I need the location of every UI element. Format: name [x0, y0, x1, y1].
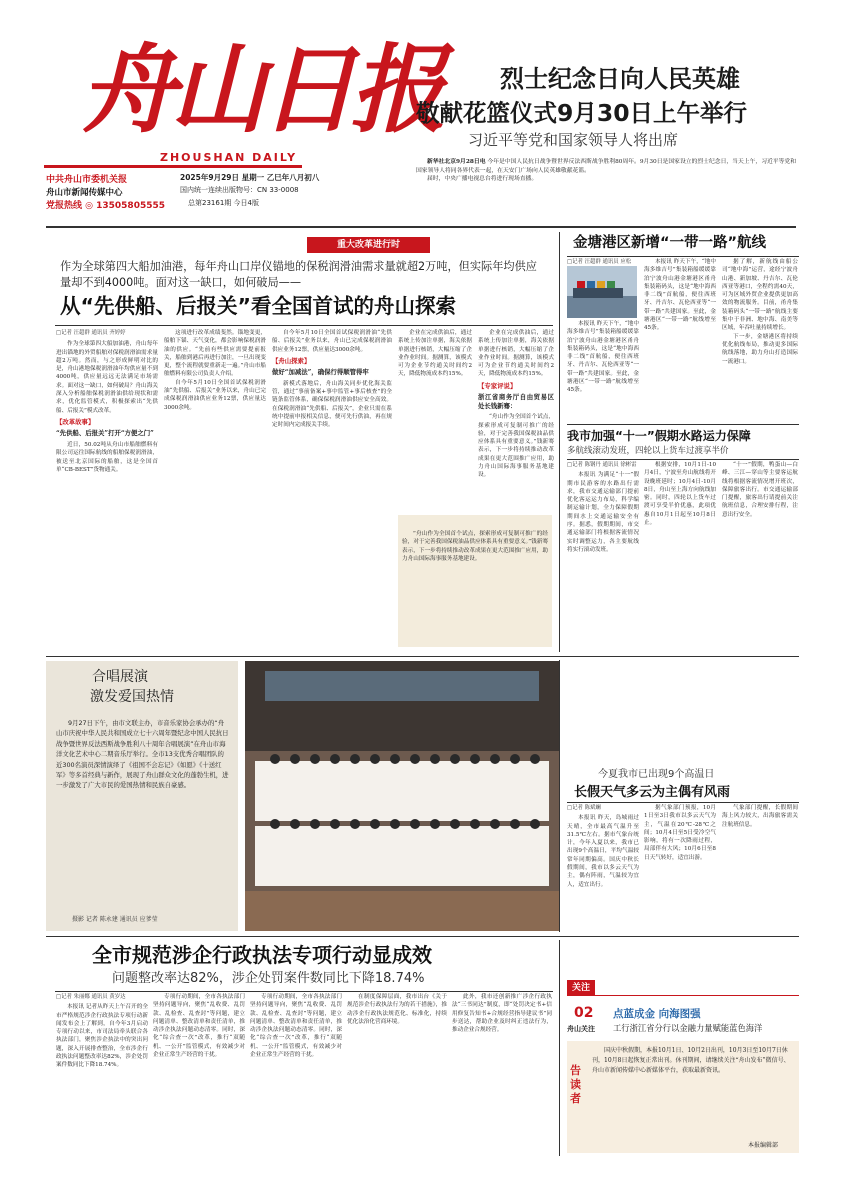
port-byline: □记者 汪超群 通讯员 应松	[567, 259, 632, 265]
masthead-logo-en: ZHOUSHAN DAILY	[160, 151, 298, 164]
reform-label: 重大改革进行时	[307, 237, 430, 253]
masthead-logo: 舟山日报	[80, 33, 440, 146]
hotline: 党报热线 ◎ 13505805555	[46, 201, 166, 211]
governance-col-2: 专项行动期间，全市各执法部门坚持问题导向，聚焦“乱收费、乱罚款、乱检查、乱查封”等问题，建立问题清单、整改清单和责任清单，推动涉企执法问题动态清零。同时，深化“综合查一次”改革，推行“双随机、一公开”监管模式，有效减少对企业正常生产经营的干扰。	[153, 994, 245, 1059]
holiday-col-1: □记者 陈钢丹 通讯员 徐彬雷 本报讯 为满足“十一”假期市民游客的水路出行需求，我市交通运输部门提前优化客运运力布局，科学编制运输计划，全力保障假期期间水上交通运输安全有序。据悉，假期期间，市交通运输部门将根据客流情况实时调整运力，各主要航线将实行滚动发班。	[567, 462, 639, 553]
port-title: 金塘港区新增“一带一路”航线	[573, 235, 767, 251]
lead-title-2: 敬献花篮仪式9月30日上午举行	[416, 99, 748, 127]
port-col-1b: 本报讯 昨天下午，“地中海多维吉号”集装箱船缓缓靠泊宁波舟山港金塘港区甬舟集装箱码头，这是“地中海西非二线”首航船，便往西班牙、丹吉尔、瓦伦西亚等“一带一路”共建国家。至此，金塘港区“一带一路”航线增至45条。	[567, 321, 639, 394]
publisher-center: 舟山市新闻传媒中心	[46, 188, 123, 198]
reform-col-5: 企业在完成供油后，通过系统上传加注单据，海关依据单据进行核销，大幅压缩了企业作业时间。据测算，该模式可为企业节约通关时间约2天，降低物流成本约15%。 【专家评说】 浙江省商务厅自由贸易区处长钱新骞： “舟山作为全国首个试点，探索形成可复制可推广的经验，对于完善我国保税油品供应体系具有重要意义。”钱新骞表示，下一步将持续推动改革成果在更大范围推广应用，助力舟山国际海事服务基地建设。	[478, 330, 554, 479]
masthead	[0, 0, 842, 232]
index-headline-1: 点蓝成金 向海图强	[613, 1008, 701, 1020]
lead-subtitle: 习近平等党和国家领导人将出席	[468, 131, 679, 149]
photo-story-credit: 摄影 记者 陈永建 通讯员 应爹莹	[72, 916, 158, 923]
heat-col-2: 据气象部门预报，10月1日至3日我市以多云天气为主，气温在20℃-28℃之间；10月4日至5日受冷空气影响，将有一次降雨过程，局部伴有大风；10月6日至8日天气转好，适宜出游。	[644, 805, 716, 861]
holiday-subtitle: 多航线滚动发班，四轮以上货车过渡享半价	[567, 446, 729, 456]
reform-section-3: 【专家评说】	[478, 381, 517, 390]
index-headline-2: 工行浙江省分行以金融力量赋能蓝色海洋	[613, 1023, 763, 1033]
issue-date: 2025年9月29日 星期一 乙巳年八月初八	[180, 173, 320, 182]
publisher-party: 中共舟山市委机关报	[46, 175, 128, 185]
reform-section-2: 【舟山探索】	[272, 356, 311, 365]
notice-label: 告读者	[570, 1064, 581, 1105]
cn-number: 国内统一连续出版物号：CN 33-0008	[180, 186, 299, 194]
reform-section-1-title: “先供船、后报关”打开“方便之门”	[56, 429, 154, 438]
reform-section-2-title: 做好“加减法”，确保行得顺管得牢	[272, 368, 369, 377]
port-photo	[567, 266, 637, 318]
reform-col-3: 自今年5月10日全国首试保税润滑油“先供船、后报关”业务以来，舟山已完成保税润滑油供应业务12票，供应量达3000余吨。 【舟山探索】 做好“加减法”，确保行得顺管得牢 新模式落地后，舟山海关同步优化海关监管，通过“事前备案+事中监管+事后核查”的全链条监管体系，确保保税润滑油供应安全高效。在保税润滑油“先供船、后报关”，企业只需在系统中提前申报相关信息，便可先行供油，再在规定时间内完成报关手续。	[272, 330, 392, 429]
index-page-name: 舟山关注	[567, 1025, 595, 1033]
governance-col-1: □记者 朱丽娜 通讯员 黄岁达 本报讯 记者从昨天上午召开的全市严格规范涉企行政执法专项行动新闻发布会上了解到，自今年3月启动专项行动以来，市司法局牵头联合各执法部门，聚焦涉企执法中的突出问题，深入开展排查整治，全市涉企行政执法问题整改率达82%，涉企处罚案件数同比下降18.74%。	[56, 994, 148, 1069]
reform-byline: □记者 汪超群 通讯员 齐婷婷	[56, 330, 126, 336]
photo-story-title-2: 激发爱国热情	[90, 689, 174, 705]
choir-photo	[245, 661, 559, 931]
holiday-byline: □记者 陈钢丹 通讯员 徐彬雷	[567, 462, 637, 468]
port-col-2: 本报讯 昨天下午，“地中海多维吉号”集装箱船缓缓靠泊宁波舟山港金塘港区甬舟集装箱码头，这是“地中海西非二线”首航船，便往西班牙、丹吉尔、瓦伦西亚等“一带一路”共建国家。至此，金塘港区“一带一路”航线增至45条。	[644, 259, 716, 332]
heat-byline: □记者 陈斌斓	[567, 805, 601, 811]
issue-number: 总第23161期 今日4版	[188, 199, 259, 207]
reform-expert-quote: “舟山作为全国首个试点，探索形成可复制可推广的经验，对于完善我国保税油品供应体系具有重要意义。”钱新骞表示，下一步将持续推动改革成果在更大范围推广应用，助力舟山国际海事服务基地建设。	[402, 531, 548, 562]
holiday-title: 我市加强“十一”假期水路运力保障	[567, 429, 751, 443]
photo-story-title-1: 合唱展演	[92, 669, 148, 685]
holiday-col-2: 根据安排，10月1日-10月4日，宁波至舟山航线将开设晚班延时；10月4日-10月8日，舟山至上海方向航线加密。同时，四轮以上货车过渡可享受半价优惠，此项优惠自10月1日起至10月8日止。	[644, 462, 716, 527]
reform-section-1: 【改革故事】	[56, 417, 95, 426]
heat-col-1: □记者 陈斌斓 本报讯 昨天，岛城雨过天晴，全市最高气温升至31.5℃左右。据市气象台统计，今年入夏以来，我市已出现9个高温日，平均气温较常年同期偏高。国庆中秋长假期间，我市以多云天气为主，偶有阵雨，气温较为宜人，适宜出行。	[567, 805, 639, 888]
photo-story-body: 9月27日下午，由市文联主办，市音乐家协会承办的“舟山市庆祝中华人民共和国成立七十六周年暨纪念中国人民抗日战争暨世界反法西斯战争胜利八十周年合唱展演”在舟山市海洋文化艺术中心二期音乐厅举行。全市13支优秀合唱团队的近300名演员深情演绎了《祖国不会忘记》《如愿》《十送红军》等多首经典与新作，展现了舟山群众文化的蓬勃生机，进一步激发了广大市民的爱国热情和民族自豪感。	[56, 719, 229, 790]
heat-pre-title: 今夏我市已出现9个高温日	[598, 769, 715, 780]
index-label: 关注	[567, 980, 595, 996]
reform-col-4: 企业在完成供油后，通过系统上传加注单据，海关依据单据进行核销，大幅压缩了企业作业时间。据测算，该模式可为企业节约通关时间约2天，降低物流成本约15%。	[398, 330, 472, 378]
reform-col-2: 这项进行改革成绩斐然。锚地变更，船舶下锚、天气变化，都会影响保税润滑油的供应。“先前有些供应需要提前报关，船舶到港后再进行加注，一旦出现变更，整个流程就要重新走一遍。”舟山市船舶燃料有限公司负责人介绍。 自今年5月10日全国首试保税润滑油“先供船、后报关”业务以来，舟山已完成保税润滑油供应业务12票，供应量达3000余吨。	[164, 330, 266, 411]
reform-col-1: □记者 汪超群 通讯员 齐婷婷 作为全球第四大船加油港，舟山每年进出锚地的外贸船舶对保税润滑油需求量超2万吨。然而，与之形成鲜明对比的是，舟山港地保税润滑油年均供应量不到4000吨，供应量远远无法满足市场需求。面对这一缺口，如何破局？舟山海关深入分析船舶保税润滑油供给现状和需求，优化监管模式，积极探索出“先供船、后报关”模式改革。 【改革故事】 “先供船、后报关”打开“方便之门” 近日，50.02吨从舟山市船舶燃料有限公司运往国际航线的船舶保税润滑油，被送至北京国际的船舶，这是全国首单“CB-BEST”货物通关。	[56, 330, 158, 473]
holiday-col-3: “十一”假期，鸭蛋山—白峰、三江—穿山等主要客运航线将根据客流情况增开班次，保障旅客出行。市交通运输部门提醒，旅客出行请提前关注航班信息，合理安排行程，注意出行安全。	[722, 462, 798, 518]
notice-body: 国庆中秋假期，本报10月1日、10月2日出刊，10月3日至10月7日休刊，10月8日起恢复正常出刊。休刊期间，请继续关注“舟山发布”微信号、舟山市新闻传媒中心新媒体平台，获取最新资讯。	[592, 1047, 790, 1074]
index-page-number: 02	[574, 1005, 594, 1021]
governance-col-4: 在制度保障层面，我市出台《关于规范涉企行政执法行为的若干措施》，推动涉企行政执法规范化、标准化，持续优化法治化营商环境。	[347, 994, 447, 1025]
governance-col-3: 专项行动期间，全市各执法部门坚持问题导向，聚焦“乱收费、乱罚款、乱检查、乱查封”等问题，建立问题清单、整改清单和责任清单，推动涉企执法问题动态清零。同时，深化“综合查一次”改革，推行“双随机、一公开”监管模式，有效减少对企业正常生产经营的干扰。	[250, 994, 342, 1059]
lead-title-1: 烈士纪念日向人民英雄	[500, 65, 740, 93]
notice-signature: 本报编辑部	[748, 1142, 779, 1149]
reform-intro: 作为全球第四大船加油港，每年舟山口岸仪锚地的保税润滑油需求量就超2万吨，但实际年均供应量却不到4000吨。面对这一缺口，如何破局——	[60, 260, 537, 289]
reform-section-3-title: 浙江省商务厅自由贸易区处长钱新骞：	[478, 393, 554, 410]
port-col-3: 据了解，新航线由船公司“地中海”运营，途经宁波舟山港、新加坡、丹吉尔、瓦伦西亚等港口，全程约需40天，可为区域外贸企业提供更加高效的物流服务。目前，甬舟集装箱码头“一带一路”航线主要集中于非洲、地中海、南美等区域，年吞吐量持续增长。 下一步，金塘港区将持续优化航线布局，推动更多国际航线落地，助力舟山打造国际一流港口。	[722, 259, 798, 365]
reform-title: 从“先供船、后报关”看全国首试的舟山探索	[60, 294, 456, 318]
governance-col-5: 此外，我市还创新推广涉企行政执法“三书同达”制度，即“处罚决定书+信用修复告知书+合规经营指导建议书”同步送达，帮助企业及时纠正违法行为，推动企业合规经营。	[452, 994, 552, 1034]
governance-byline: □记者 朱丽娜 通讯员 黄岁达	[56, 994, 126, 1000]
heat-title: 长假天气多云为主偶有风雨	[574, 785, 731, 800]
governance-subtitle: 问题整改率达82%，涉企处罚案件数同比下降18.74%	[112, 971, 425, 986]
lead-body: 新华社北京9月28日电 今年是中国人民抗日战争暨世界反法西斯战争胜利80周年。9月30日是国家设立的烈士纪念日，当天上午，习近平等党和国家领导人将同各界代表一起，在天安门广场向人民英雄敬献花篮。 届时，中央广播电视总台将进行现场直播。	[416, 159, 796, 183]
governance-title: 全市规范涉企行政执法专项行动显成效	[92, 943, 432, 967]
heat-col-3: 气象部门提醒，长假期间海上风力较大，出海旅客需关注航班信息。	[722, 805, 798, 828]
